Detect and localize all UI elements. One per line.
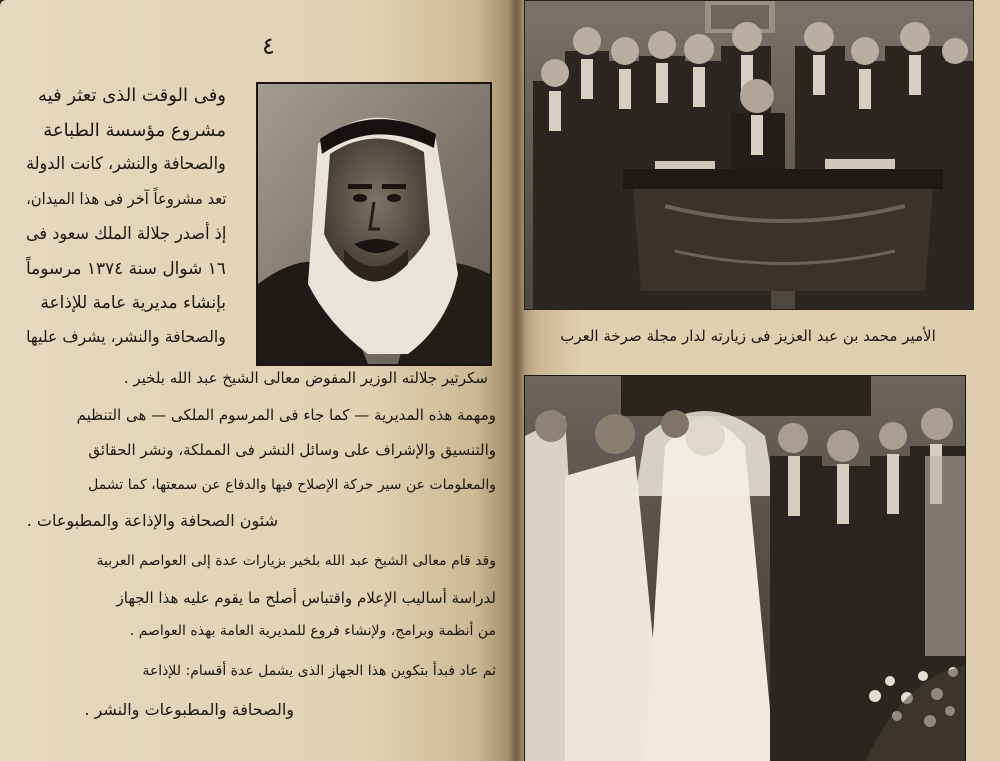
paragraph-1-line-3: والصحافة والنشر، كانت الدولة <box>26 154 226 174</box>
paragraph-1-line-2: مشروع مؤسسة الطباعة <box>43 120 226 141</box>
book-gutter <box>508 0 526 761</box>
group-photo-bottom <box>524 375 966 761</box>
paragraph-1-line-8: والصحافة والنشر، يشرف عليها <box>26 327 226 346</box>
paragraph-3-line-3: من أنظمة وبرامج، ولإنشاء فروع للمديرية العامة بهذه العواصم . <box>129 623 496 639</box>
paragraph-4-line-1: ثم عاد فبدأ بتكوين هذا الجهاز الذى يشمل عدة أقسام: للإذاعة <box>142 663 496 679</box>
paragraph-1-line-4: تعد مشروعاً آخر فى هذا الميدان، <box>25 189 226 208</box>
page-number: ٤ <box>262 32 275 60</box>
paragraph-2-line-2: والتنسيق والإشراف على وسائل النشر فى المملكة، ونشر الحقائق <box>88 441 496 459</box>
paragraph-4-line-2: والصحافة والمطبوعات والنشر . <box>84 700 294 719</box>
right-page <box>516 0 1000 761</box>
paragraph-3-line-2: لدراسة أساليب الإعلام واقتباس أصلح ما يقوم عليه هذا الجهاز <box>116 589 496 607</box>
group-photo-top-image <box>525 1 973 309</box>
paragraph-1-line-6: ١٦ شوال سنة ١٣٧٤ مرسوماً <box>26 259 226 279</box>
top-photo-caption: الأمير محمد بن عبد العزيز فى زيارته لدار مجلة صرخة العرب <box>560 327 936 345</box>
paragraph-3-line-1: وقد قام معالى الشيخ عبد الله بلخير بزيارات عدة إلى العواصم العربية <box>96 553 496 569</box>
paragraph-2-line-3: والمعلومات عن سير حركة الإصلاح فيها والدفاع عن سمعتها، كما تشمل <box>88 477 496 493</box>
paragraph-1-line-7: بإنشاء مديرية عامة للإذاعة <box>40 293 226 313</box>
portrait-image <box>258 84 490 364</box>
portrait-photo <box>256 82 492 366</box>
paragraph-2-line-4: شئون الصحافة والإذاعة والمطبوعات . <box>26 511 278 530</box>
paragraph-1-line-9: سكرتير جلالته الوزير المفوض معالى الشيخ عبد الله بلخير . <box>123 369 488 387</box>
group-photo-bottom-image <box>525 376 965 761</box>
group-photo-top <box>524 0 974 310</box>
paragraph-1-line-5: إذ أصدر جلالة الملك سعود فى <box>25 224 226 244</box>
paragraph-2-line-1: ومهمة هذه المديرية — كما جاء فى المرسوم الملكى — هى التنظيم <box>76 406 496 424</box>
paragraph-1-line-1: وفى الوقت الذى تعثر فيه <box>37 85 226 106</box>
